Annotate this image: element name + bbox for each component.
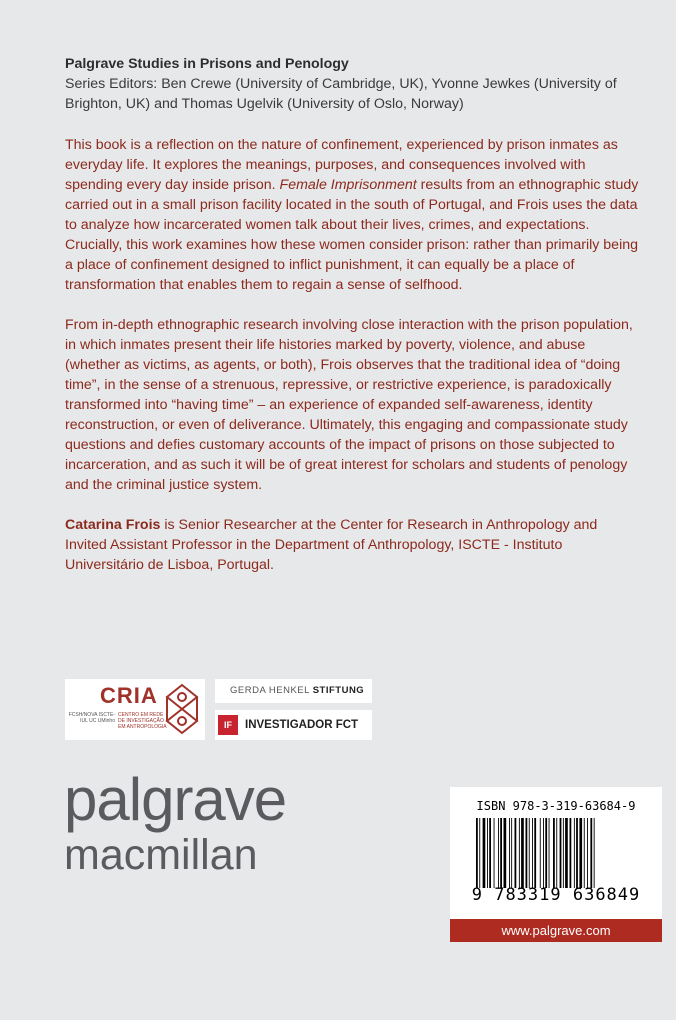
- cria-logo: [65, 679, 205, 740]
- fct-mark-icon: IF: [218, 715, 238, 735]
- author-bio-text: is Senior Researcher at the Center for Research in Anthropology and Invited Assistant Professor in the Department of Anthropology, ISCTE - Instituto Universitário de Lisboa, Portugal.: [65, 517, 598, 573]
- ean-number: 9 783319 636849: [471, 885, 641, 905]
- cria-wordmark: CRIA: [100, 683, 158, 708]
- series-block: [65, 54, 645, 114]
- series-editors: Series Editors: Ben Crewe (University of Cambridge, UK), Yvonne Jewkes (University of Brighton, UK) and Thomas Ugelvik (University of Oslo, Norway): [65, 76, 617, 112]
- cria-pattern-icon: [163, 683, 201, 735]
- gerda-stiftung: STIFTUNG: [312, 685, 365, 696]
- author-name: Catarina Frois: [65, 517, 161, 533]
- blurb-text: results from an ethnographic study carried out in a small prison facility located in the south of Portugal, and Frois uses the data to analyze how incarcerated women talk about their lives, crimes, and expectations. Crucially, this work examines how these women consider prison: rather than primarily being a place of confinement designed to inflict punishment, it can equally be a place of transformation that enables them to regain a sense of selfhood.: [65, 177, 639, 293]
- blurb-text: This book is a reflection on the nature of confinement, experienced by prison inmates as everyday life. It explores the meanings, purposes, and consequences involved with spending every day inside prison.: [65, 137, 618, 193]
- investigador-fct-logo: [215, 710, 372, 740]
- isbn-text: ISBN 978-3-319-63684-9: [476, 799, 636, 813]
- gerda-name: GERDA HENKEL: [230, 685, 313, 696]
- barcode-icon: [476, 818, 636, 888]
- series-title: Palgrave Studies in Prisons and Penology: [65, 56, 349, 72]
- blurb-paragraph-2: From in-depth ethnographic research involving close interaction with the prison population, in which inmates present their life histories marked by poverty, violence, and abuse (whether as victims, as agents, or both), Frois observes that the traditional idea of “doing time”, in the sense of a strenuous, repressive, or restrictive experience, is paradoxically transformed into “having time” – an experience of expanded self-awareness, identity reconstruction, or even of deliverance. Ultimately, this engaging and compassionate study questions and defies customary accounts of the impact of prisons on those subjected to incarceration, and as such it will be of great interest for scholars and students of penology and the criminal justice system.: [65, 317, 633, 493]
- gerda-henkel-logo: [215, 679, 372, 703]
- cria-tagline: CENTRO EM REDE DE INVESTIGAÇÃO EM ANTROPOLOGIA: [118, 712, 167, 730]
- publisher-line-2: macmillan: [64, 831, 258, 879]
- publisher-logo: [64, 766, 287, 879]
- barcode-block: [450, 787, 662, 942]
- publisher-url: www.palgrave.com: [450, 919, 662, 942]
- blurb-paragraph-1: [65, 135, 640, 295]
- book-title-italic: Female Imprisonment: [279, 177, 417, 193]
- publisher-line-1: palgrave: [64, 766, 287, 833]
- back-cover-blurb: [65, 135, 640, 595]
- cria-institutions: FCSH/NOVA ISCTE-IUL UC UMinho: [68, 712, 115, 724]
- author-bio: [65, 515, 640, 575]
- fct-text: INVESTIGADOR FCT: [245, 719, 359, 731]
